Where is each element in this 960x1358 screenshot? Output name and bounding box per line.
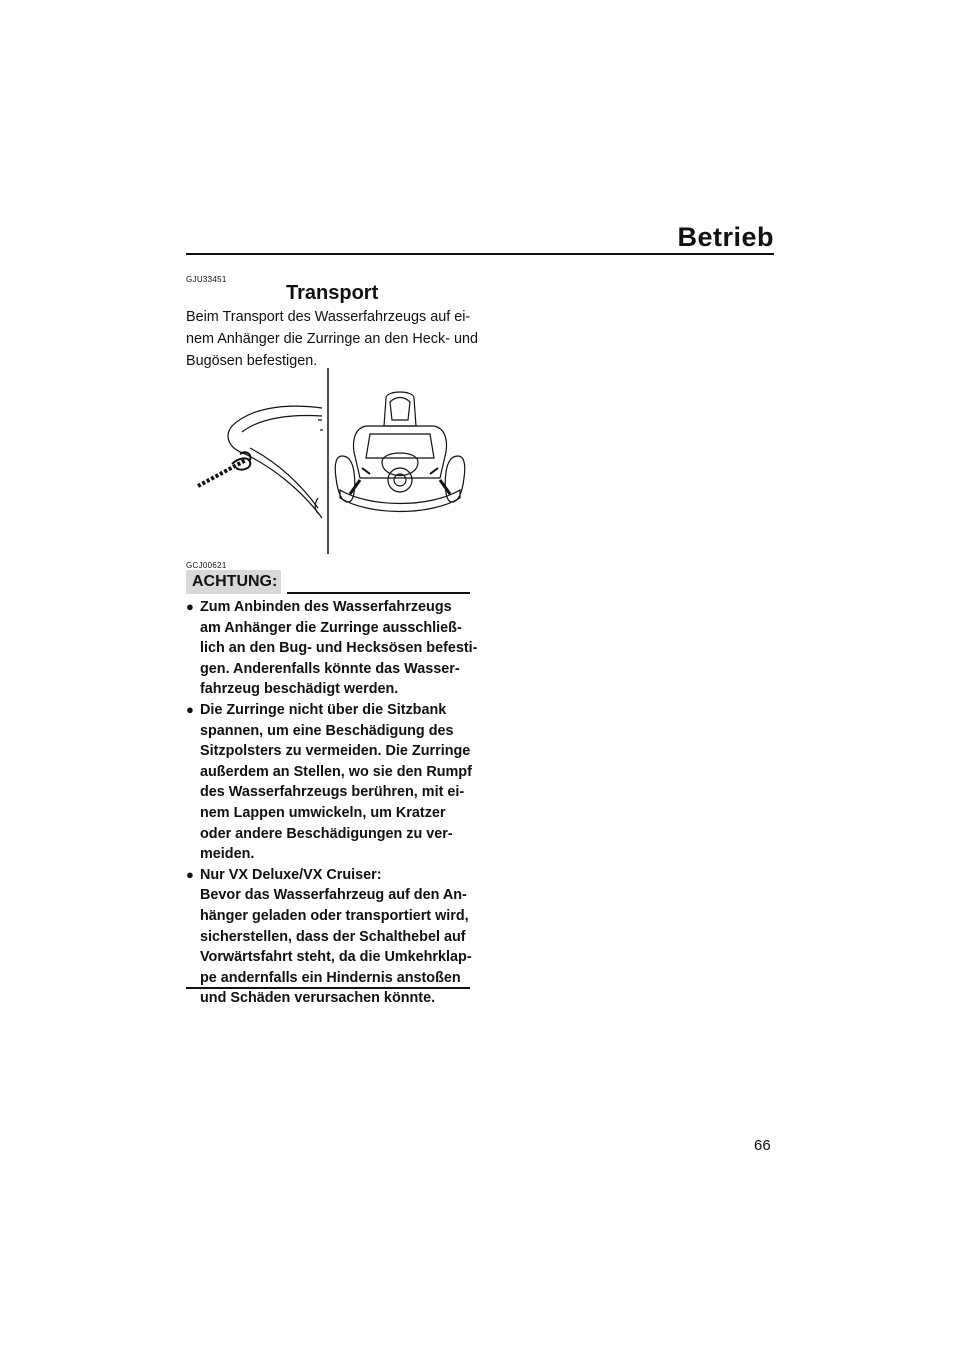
intro-paragraph xyxy=(186,306,476,372)
caution-code: GCJ00621 xyxy=(186,561,227,570)
caution-bottom-rule xyxy=(186,987,470,989)
chapter-title: Betrieb xyxy=(677,222,774,252)
caution-line: nem Lappen umwickeln, um Kratzer xyxy=(200,804,446,821)
bullet-icon: ● xyxy=(186,701,194,717)
caution-top-rule xyxy=(287,592,470,594)
section-title: Transport xyxy=(286,282,379,304)
caution-line: und Schäden verursachen könnte. xyxy=(200,990,436,1007)
caution-line: sicherstellen, dass der Schalthebel auf xyxy=(200,928,466,945)
caution-line: Vorwärtsfahrt steht, da die Umkehrklap- xyxy=(200,949,472,966)
bullet-icon: ● xyxy=(186,866,194,882)
intro-line: Beim Transport des Wasserfahrzeugs auf ei- xyxy=(186,309,471,325)
watercraft-illustration-svg xyxy=(190,368,475,554)
caution-line: außerdem an Stellen, wo sie den Rumpf xyxy=(200,763,472,780)
caution-line: Die Zurringe nicht über die Sitzbank xyxy=(200,701,447,718)
caution-line: Bevor das Wasserfahrzeug auf den An- xyxy=(200,887,467,904)
caution-line: meiden. xyxy=(200,846,255,863)
intro-line: nem Anhänger die Zurringe an den Heck- und xyxy=(186,331,478,347)
caution-line: pe andernfalls ein Hindernis anstoßen xyxy=(200,969,461,986)
caution-line: Nur VX Deluxe/VX Cruiser: xyxy=(200,866,382,883)
caution-line: hänger geladen oder transportiert wird, xyxy=(200,907,469,924)
section-code: GJU33451 xyxy=(186,275,227,284)
caution-list xyxy=(186,597,486,1009)
caution-line: des Wasserfahrzeugs berühren, mit ei- xyxy=(200,784,465,801)
bullet-icon: ● xyxy=(186,599,194,614)
caution-line: oder andere Beschädigungen zu ver- xyxy=(200,825,453,842)
caution-label: ACHTUNG: xyxy=(186,570,281,594)
watercraft-tie-down-illustration xyxy=(190,368,475,559)
caution-item xyxy=(186,597,486,700)
page-number: 66 xyxy=(754,1137,771,1154)
caution-line: am Anhänger die Zurringe ausschließ- xyxy=(200,619,462,636)
caution-line: Zum Anbinden des Wasserfahrzeugs xyxy=(200,599,452,615)
caution-item xyxy=(186,700,486,865)
header-rule xyxy=(186,253,774,255)
caution-line: Sitzpolsters zu vermeiden. Die Zurringe xyxy=(200,743,471,760)
caution-line: spannen, um eine Beschädigung des xyxy=(200,722,454,739)
intro-line: Bugösen befestigen. xyxy=(186,353,318,369)
caution-line: gen. Anderenfalls könnte das Wasser- xyxy=(200,660,460,677)
caution-line: fahrzeug beschädigt werden. xyxy=(200,681,399,698)
caution-line: lich an den Bug- und Hecksösen befesti- xyxy=(200,640,478,657)
